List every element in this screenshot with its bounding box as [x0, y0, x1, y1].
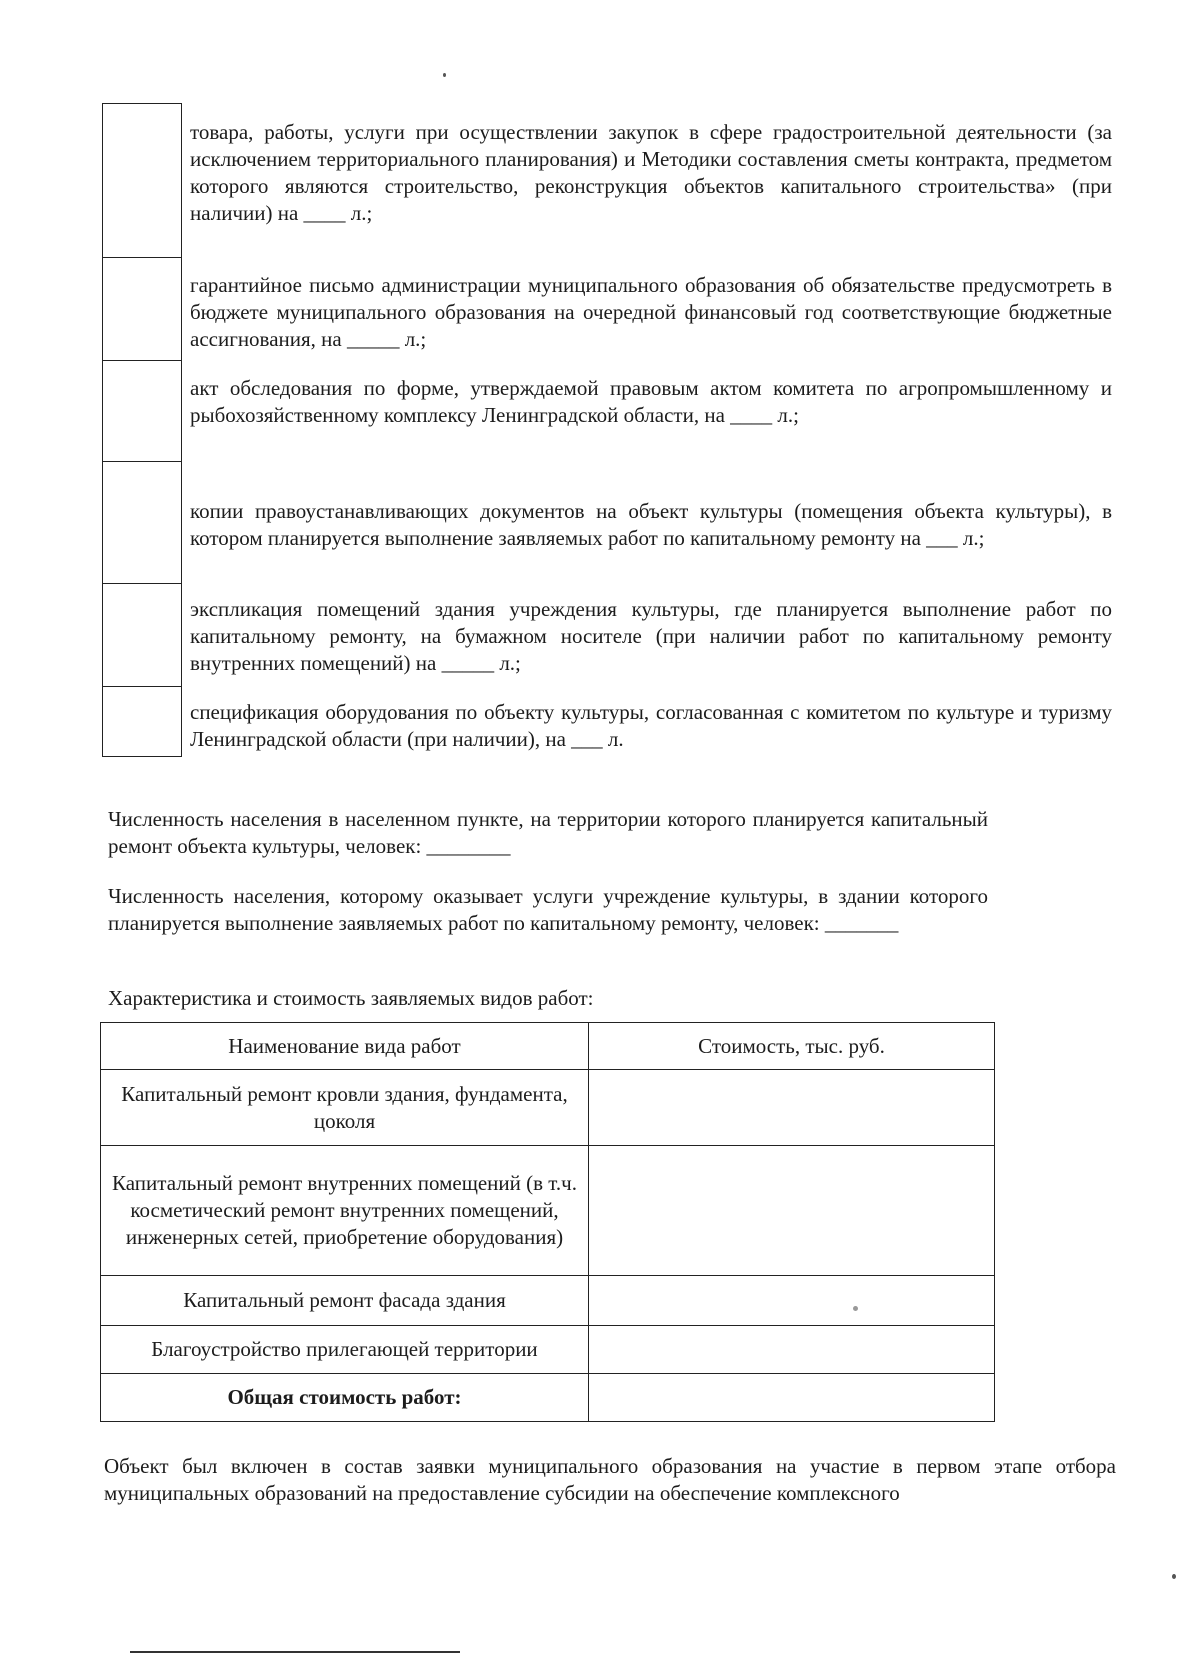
work-cost-cell[interactable]	[589, 1070, 995, 1146]
work-type-cell: Капитальный ремонт кровли здания, фундамента, цоколя	[101, 1070, 589, 1146]
works-table-row	[101, 1070, 995, 1146]
works-table-header: Стоимость, тыс. руб.	[589, 1023, 995, 1070]
checklist-row	[102, 103, 1112, 258]
work-type-cell: Капитальный ремонт фасада здания	[101, 1276, 589, 1326]
checklist-item-text: копии правоустанавливающих документов на объект культуры (помещения объекта культуры), в котором планируется выполнение заявляемых работ по капитальному ремонту на ___ л.;	[190, 499, 1112, 550]
work-type-cell: Благоустройство прилегающей территории	[101, 1326, 589, 1374]
checklist-row	[102, 361, 1112, 462]
population-settlement-text: Численность населения в населенном пункте, на территории которого планируется капитальный ремонт объекта культуры, человек: ________	[108, 807, 988, 858]
work-type-cell: Капитальный ремонт внутренних помещений (в т.ч. косметический ремонт внутренних помещений, инженерных сетей, приобретение оборудования)	[101, 1146, 589, 1276]
checklist-item-text: экспликация помещений здания учреждения культуры, где планируется выполнение работ по капитальному ремонту, на бумажном носителе (при наличии работ по капитальному ремонту внутренних помещений) на _____ л.;	[190, 597, 1112, 675]
document-checklist	[102, 103, 1112, 757]
checkbox[interactable]	[102, 103, 182, 258]
works-table-total-row	[101, 1374, 995, 1422]
checkbox[interactable]	[102, 584, 182, 687]
checklist-row	[102, 462, 1112, 584]
works-table-row	[101, 1326, 995, 1374]
work-cost-cell[interactable]	[589, 1326, 995, 1374]
checkbox[interactable]	[102, 687, 182, 757]
works-table	[100, 1022, 995, 1422]
total-cost-label: Общая стоимость работ:	[101, 1374, 589, 1422]
checklist-row	[102, 584, 1112, 687]
scan-speck	[443, 73, 446, 77]
checklist-item-text: спецификация оборудования по объекту культуры, согласованная с комитетом по культуре и туризму Ленинградской области (при наличии), на ___ л.	[190, 700, 1112, 751]
works-heading: Характеристика и стоимость заявляемых видов работ:	[108, 986, 594, 1010]
works-table-row	[101, 1276, 995, 1326]
checkbox[interactable]	[102, 361, 182, 462]
checkbox[interactable]	[102, 462, 182, 584]
works-table-header: Наименование вида работ	[101, 1023, 589, 1070]
population-served-text: Численность населения, которому оказывает услуги учреждение культуры, в здании которого планируется выполнение заявляемых работ по капитальному ремонту, человек: _______	[108, 884, 988, 935]
checklist-item-text: товара, работы, услуги при осуществлении закупок в сфере градостроительной деятельности (за исключением территориального планирования) и Методики составления сметы контракта, предметом которого являются строительство, реконструкция объектов капитального строительства» (при наличии) на ____ л.;	[190, 120, 1112, 225]
total-cost-cell[interactable]	[589, 1374, 995, 1422]
closing-paragraph: Объект был включен в состав заявки муниципального образования на участие в первом этапе отбора муниципальных образований на предоставление субсидии на обеспечение комплексного	[104, 1454, 1116, 1505]
scan-speck	[1172, 1574, 1176, 1579]
checklist-row	[102, 687, 1112, 757]
scan-speck	[853, 1306, 858, 1311]
checkbox[interactable]	[102, 258, 182, 361]
works-table-row	[101, 1146, 995, 1276]
checklist-item-text: акт обследования по форме, утверждаемой правовым актом комитета по агропромышленному и рыбохозяйственному комплексу Ленинградской области, на ____ л.;	[190, 376, 1112, 427]
checklist-item-text: гарантийное письмо администрации муниципального образования об обязательстве предусмотреть в бюджете муниципального образования на очередной финансовый год соответствующие бюджетные ассигнования, на _____ л.;	[190, 273, 1112, 351]
footer-rule	[130, 1651, 460, 1653]
works-table-header-row	[101, 1023, 995, 1070]
work-cost-cell[interactable]	[589, 1276, 995, 1326]
checklist-row	[102, 258, 1112, 361]
work-cost-cell[interactable]	[589, 1146, 995, 1276]
